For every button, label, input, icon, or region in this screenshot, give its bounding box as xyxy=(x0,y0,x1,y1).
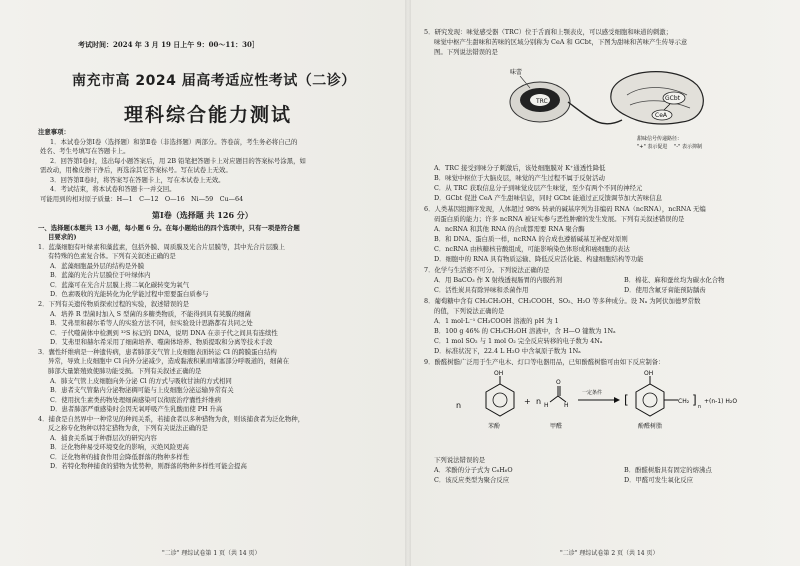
question-1-option-a: A．蓝藻细胞最外层的结构是外膜 xyxy=(50,262,145,270)
taste-bud-label: 味蕾 xyxy=(510,69,523,76)
notice-heading: 注意事项： xyxy=(38,128,70,136)
question-5-option-c: C．从 TRC 获取信息分子到味觉皮层产生味觉，至少有两个不同的神经元 xyxy=(434,184,643,192)
reaction-arrowhead xyxy=(614,397,620,403)
phenol-ring xyxy=(486,384,514,416)
question-3-stem: 异常，导致上皮细胞中 Cl 向外分泌减少，造成黏液积累而堵塞部分呼吸道的，细菌在 xyxy=(48,357,290,365)
question-9-option-b: B．酚醛树脂具有固定的熔沸点 xyxy=(624,466,712,474)
notice-line: 2．回答第Ⅰ卷时，选出每小题答案后，用 2B 铅笔把答题卡上对应题目的答案标号涂黑，如 xyxy=(50,157,306,165)
page-fold xyxy=(405,0,411,566)
gcbt-label: GCbt xyxy=(665,95,680,102)
figure-legend-line: "-" 表示抑制 xyxy=(674,144,702,150)
product-label: 酚醛树脂 xyxy=(638,423,663,430)
question-6-option-c: C．ncRNA 由核糖核苷酸组成，可能影响染色体形成和癌细胞的表达 xyxy=(434,245,630,253)
question-8-option-c: C．1 mol SO₂ 与 1 mol O₂ 完全反应转移的电子数为 4Nₐ xyxy=(434,337,603,345)
question-9-option-d: D．甲醛可发生氧化反应 xyxy=(624,476,694,484)
question-6-option-b: B．和 DNA、蛋白质一样，ncRNA 的合成也遵循碱基互补配对原则 xyxy=(434,235,628,243)
question-5-option-d: D．GCbt 促进 CeA 产生甜味信息，同时 GCbt 能通过正反馈调节加大苦味信息 xyxy=(434,194,663,202)
question-5-stem: 图。下列说法错误的是 xyxy=(434,48,498,56)
question-3-stem: 3．囊性纤维病是一种遗传病，患者肺部支气管上皮细胞表面转运 Cl 的跨膜蛋白结构 xyxy=(38,348,277,356)
page-footer-right: "二诊" 理综试卷第 2 页（共 14 页） xyxy=(560,550,659,557)
product-ring xyxy=(636,384,664,416)
hydrogen-atom: H xyxy=(544,402,549,409)
exam-title: 南充市高 2024 届高考适应性考试（二诊） xyxy=(72,73,356,89)
ch2-group: CH₂ xyxy=(678,398,690,405)
formaldehyde-bond xyxy=(550,396,558,402)
section-title: 第Ⅰ卷（选择题 共 126 分） xyxy=(152,210,253,220)
atomic-mass-line: 可能用到的相对原子质量：H—1 C—12 O—16 Ni—59 Cu—64 xyxy=(40,195,244,203)
notice-line: 姓名、考生号填写在答题卡上。 xyxy=(40,147,130,155)
oxygen-atom: O xyxy=(556,379,561,386)
subscript-n: n xyxy=(698,404,702,410)
question-3-option-b: B．患者支气管黏内分泌物泌稠可能与上皮细胞分泌运输异常有关 xyxy=(50,386,234,394)
question-8-stem: 的值，下列说法正确的是 xyxy=(434,307,505,315)
question-3-stem: 肺部大量繁殖致使肺功能受损。下列有关叙述正确的是 xyxy=(48,367,202,375)
polymer-bracket: ] xyxy=(692,393,697,407)
question-7-option-d: D．使用含氟牙膏能预防龋齿 xyxy=(624,286,706,294)
right-page xyxy=(412,0,800,566)
question-9-option-c: C．该反应类型为聚合反应 xyxy=(434,476,510,484)
question-8-option-d: D．标准状况下，22.4 L H₂O 中含氧原子数为 1Nₐ xyxy=(434,347,581,355)
hydrogen-atom: H xyxy=(564,402,569,409)
question-1-option-c: C．蓝藻可在光合片层膜上将二氧化碳转变为氧气 xyxy=(50,281,190,289)
product-aromatic-circle xyxy=(643,393,657,407)
question-9-option-a: A．苯酚的分子式为 C₆H₆O xyxy=(434,466,513,474)
question-4-option-d: D．若特化物种捕食的猎物为优势种，则群落的物种多样性可能会提高 xyxy=(50,462,247,470)
question-2-option-d: D．艾弗里和赫尔希采用了细菌培养、噬菌体培养、物质提取和分离等技术手段 xyxy=(50,338,273,346)
question-3-option-a: A．肺支气管上皮细胞向外分泌 Cl 的方式与吸收甘油的方式相同 xyxy=(50,377,232,385)
notice-line: 1．本试卷分第Ⅰ卷（选择题）和第Ⅱ卷（非选择题）两部分。答卷前，考生务必将自己的 xyxy=(50,138,298,146)
question-6-option-a: A．ncRNA 和其他 RNA 的合成都需要 RNA 聚合酶 xyxy=(434,225,585,233)
coefficient-n: n xyxy=(536,397,542,406)
trc-label: TRC xyxy=(536,98,548,105)
notice-line: 4．考试结束，将本试卷和答题卡一并交回。 xyxy=(50,185,176,193)
question-4-option-a: A．捕食关系属于种群层次的研究内容 xyxy=(50,434,157,442)
question-4-option-b: B．泛化物种易受环境变化的影响，灭绝风险更高 xyxy=(50,443,189,451)
figure-legend-line: 甜味信号传递路径： xyxy=(637,136,683,142)
question-3-option-d: D．患者肺部严重感染时会因无氧呼吸产生乳酸而使 PH 升高 xyxy=(50,405,223,413)
phenol-aromatic-circle xyxy=(493,393,507,407)
notice-line: 3．回答第Ⅱ卷时，将答案写在答题卡上，写在本试卷上无效。 xyxy=(50,176,225,184)
question-1-option-b: B．蓝藻的光合片层膜位于叶绿体内 xyxy=(50,271,151,279)
question-7-stem: 7．化学与生活密不可分。下列说法正确的是 xyxy=(424,266,550,274)
question-6-stem: 码蛋白质的能力；许多 ncRNA 被证实参与恶性肿瘤的发生发展。下列有关叙述错误的是 xyxy=(434,215,685,223)
oh-group: OH xyxy=(644,370,654,377)
notice-line: 需改动，用橡皮擦干净后，再选涂其它答案标号。写在试卷上无效。 xyxy=(40,166,232,174)
exam-time: 考试时间：2024 年 3 月 19 日上午 9：00～11：30］ xyxy=(78,40,259,49)
question-1-stem: 1．蓝藻细胞有叶绿素和藻蓝素，包括外膜、周质膜及光合片层膜等，其中光合片层膜上 xyxy=(38,243,285,251)
polymer-bracket: [ xyxy=(624,393,629,407)
question-4-stem: 4．捕食是自然界中一种常见的种间关系，若捕食者以多种猎物为食，则该捕食者为泛化物种， xyxy=(38,415,305,423)
question-5-stem: 5．研究发现：味觉感受器（TRC）位于舌面和上颚表皮，可以感受细胞和味道的刺激； xyxy=(424,28,673,36)
section-intro: 一、选择题(本题共 13 小题，每小题 6 分。在每小题给出的四个选项中，只有一项是符合题 xyxy=(38,224,300,232)
taste-pathway-figure xyxy=(502,60,712,160)
question-8-option-b: B．100 g 46% 的 CH₃CH₂OH 溶液中，含 H—O 键数为 1Nₐ xyxy=(434,327,616,335)
figure-legend-line: "+" 表示促进 xyxy=(637,144,668,150)
reaction-condition: 一定条件 xyxy=(582,390,603,396)
question-6-stem: 6．人类基因组测序发现，人体超过 98% 转录的碱基序列为非编码 RNA（ncRNA），ncRNA 无编 xyxy=(424,205,706,213)
question-7-option-c: C．活性炭具有除异味和杀菌作用 xyxy=(434,286,529,294)
page-footer-left: "二诊" 理综试卷第 1 页（共 14 页） xyxy=(162,550,261,557)
question-2-option-a: A．培养 R 型菌时加入 S 型菌的多糖类物质，不能得到具有荚膜的细菌 xyxy=(50,310,251,318)
question-9-sub-stem: 下列说法错误的是 xyxy=(434,456,486,464)
question-6-option-d: D．细胞中的 RNA 具有物质运输、降低反应活化能、构建细胞结构等功能 xyxy=(434,255,644,263)
question-5-stem: 味觉中枢产生甜味和苦味的区域分别称为 CeA 和 GCbt，下图为甜味和苦味产生传导示意 xyxy=(434,38,688,46)
phenol-label: 苯酚 xyxy=(488,423,501,430)
formaldehyde-label: 甲醛 xyxy=(550,423,563,430)
plus-sign: + xyxy=(524,397,531,406)
coefficient-n: n xyxy=(456,401,462,410)
question-9-stem: 9．酚醛树脂广泛用于生产电木、灯口等电器用品，已知酚醛树脂可由如下反应制备： xyxy=(424,358,665,366)
oh-group: OH xyxy=(494,370,504,377)
question-1-stem: 有特殊的色素复合体。下列有关叙述正确的是 xyxy=(48,252,176,260)
exam-subject-title: 理科综合能力测试 xyxy=(124,104,293,126)
question-4-option-c: C．泛化物种的捕食作用会降低群落的物种多样性 xyxy=(50,453,190,461)
question-2-option-c: C．子代噬菌体中检测到 ³²S 标记的 DNA，说明 DNA 在亲子代之间具有连续性 xyxy=(50,329,278,337)
question-5-option-b: B．味觉中枢位于大脑皮层，味觉的产生过程不属于反射活动 xyxy=(434,174,605,182)
question-2-option-b: B．艾弗里和赫尔希等人的实验方法不同，但实验设计思路都有共同之处 xyxy=(50,319,253,327)
section-intro: 目要求的) xyxy=(48,233,77,241)
question-8-option-a: A．1 mol·L⁻¹ CH₃COOH 溶液的 pH 为 1 xyxy=(434,317,559,325)
cea-label: CeA xyxy=(655,112,667,119)
question-8-stem: 8．葡萄糖中含有 CH₂CH₂OH、CH₃COOH、SO₂、H₂O 等多种成分。设 Nₐ 为阿伏加德罗常数 xyxy=(424,297,701,305)
question-7-option-b: B．棉花、麻和蚕丝均为碳水化合物 xyxy=(624,276,725,284)
byproduct: +(n-1) H₂O xyxy=(704,398,738,405)
question-3-option-c: C．使用抗生素类药物处理细菌感染可以彻底治疗囊性纤维病 xyxy=(50,396,222,404)
question-7-option-a: A．用 BaCO₃ 作 X 射线透视肠胃的内服药剂 xyxy=(434,276,562,284)
question-2-stem: 2．下列有关遗传物质探索过程的实验，叙述错误的是 xyxy=(38,300,190,308)
phenolic-resin-reaction xyxy=(452,370,772,450)
question-5-option-a: A．TRC 接受到味分子刺激后，该处细胞膜对 K⁺通透性降低 xyxy=(434,164,606,172)
question-1-option-d: D．色素吸收的光能转化为化学能过程中需要蛋白质参与 xyxy=(50,290,209,298)
question-4-stem: 反之称专化物种以特定猎物为食，下列有关说法正确的是 xyxy=(48,424,208,432)
